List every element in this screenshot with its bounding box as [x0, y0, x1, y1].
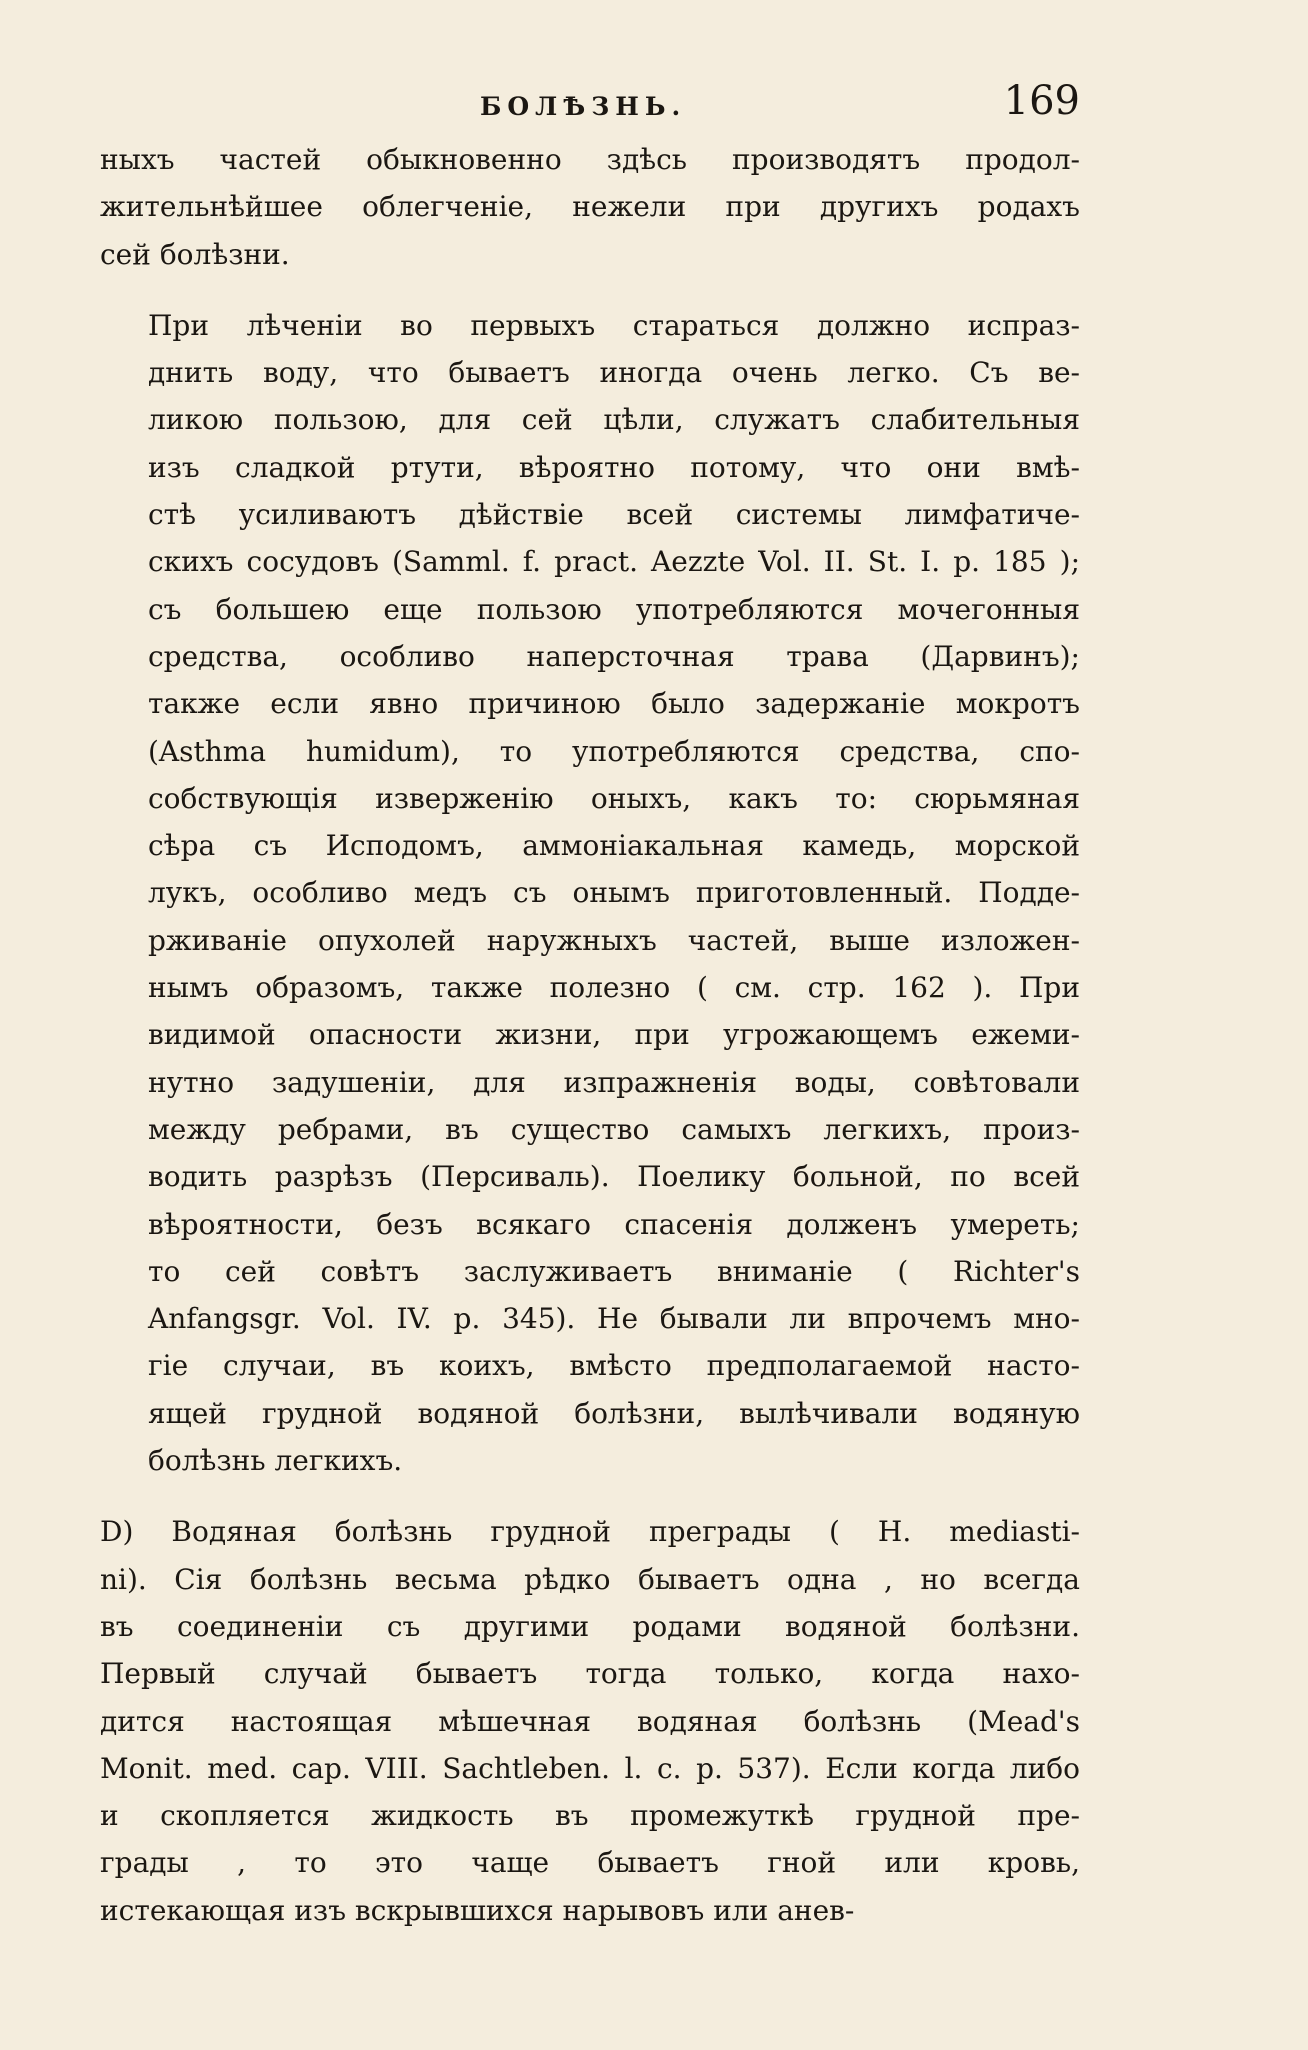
- text-line: водить разрѣзъ (Персиваль). Поелику больной, по всей: [148, 1160, 1080, 1194]
- text-line: сѣра съ Исподомъ, аммоніакальная камедь, морской: [148, 829, 1080, 863]
- paragraph: [100, 136, 1080, 278]
- text-line: также если явно причиною было задержаніе мокротъ: [148, 687, 1080, 721]
- text-line: Anfangsgr. Vol. IV. p. 345). Не бывали ли впрочемъ мно-: [148, 1302, 1080, 1336]
- running-title: БОЛѢЗНЬ.: [480, 92, 687, 121]
- text-line: днить воду, что бываетъ иногда очень легко. Съ ве-: [148, 356, 1080, 390]
- text-line: въ соединеніи съ другими родами водяной болѣзни.: [100, 1609, 1080, 1643]
- text-line: собствующія изверженію оныхъ, какъ то: сюрьмяная: [148, 781, 1080, 815]
- running-head: [100, 78, 1080, 138]
- text-line: вѣроятности, безъ всякаго спасенія долженъ умереть;: [148, 1207, 1080, 1241]
- text-line: Первый случай бываетъ тогда только, когда нахо-: [100, 1657, 1080, 1691]
- text-line: нутно задушеніи, для изпражненія воды, совѣтовали: [148, 1065, 1080, 1099]
- text-line: (Asthma humidum), то употребляются средства, спо-: [148, 734, 1080, 768]
- text-line: изъ сладкой ртути, вѣроятно потому, что они вмѣ-: [148, 450, 1080, 484]
- text-line: При лѣченіи во первыхъ стараться должно испраз-: [148, 308, 1080, 342]
- text-line: съ большею еще пользою употребляются мочегонныя: [148, 592, 1080, 626]
- text-line: лукъ, особливо медъ съ онымъ приготовленный. Подде-: [148, 876, 1080, 910]
- paragraph: [100, 302, 1080, 1484]
- text-line: ныхъ частей обыкновенно здѣсь производятъ продол-: [100, 143, 1080, 176]
- text-line: ящей грудной водяной болѣзни, вылѣчивали водяную: [148, 1396, 1080, 1430]
- text-line: сей болѣзни.: [100, 237, 290, 271]
- text-line: и скопляется жидкость въ промежуткѣ грудной пре-: [100, 1799, 1080, 1833]
- page-number: 169: [1003, 78, 1080, 124]
- text-line: грады , то это чаще бываетъ гной или кровь,: [100, 1846, 1080, 1880]
- text-line: скихъ сосудовъ (Samml. f. pract. Aezzte Vol. II. St. I. p. 185 );: [148, 545, 1080, 579]
- text-line: ликою пользою, для сей цѣли, служатъ слабительныя: [148, 403, 1080, 437]
- paragraph: [100, 1508, 1080, 1934]
- body-text: [100, 136, 1080, 1958]
- text-line: рживаніе опухолей наружныхъ частей, выше изложен-: [148, 923, 1080, 957]
- text-line: между ребрами, въ существо самыхъ легкихъ, произ-: [148, 1112, 1080, 1146]
- text-line: болѣзнь легкихъ.: [148, 1444, 403, 1478]
- text-line: нымъ образомъ, также полезно ( см. стр. 162 ). При: [148, 971, 1080, 1005]
- text-line: средства, особливо наперсточная трава (Дарвинъ);: [148, 639, 1080, 673]
- text-line: гіе случаи, въ коихъ, вмѣсто предполагаемой насто-: [148, 1349, 1080, 1383]
- text-line: Monit. med. cap. VIII. Sachtleben. l. c. p. 537). Если когда либо: [100, 1751, 1080, 1785]
- text-line: дится настоящая мѣшечная водяная болѣзнь (Mead's: [100, 1704, 1080, 1738]
- text-line: ni). Сія болѣзнь весьма рѣдко бываетъ одна , но всегда: [100, 1562, 1080, 1596]
- text-line: видимой опасности жизни, при угрожающемъ ежеми-: [148, 1018, 1080, 1052]
- text-line: истекающая изъ вскрывшихся нарывовъ или анев-: [100, 1893, 855, 1927]
- text-line: жительнѣйшее облегченіе, нежели при другихъ родахъ: [100, 190, 1080, 224]
- text-line: то сей совѣтъ заслуживаетъ вниманіе ( Richter's: [148, 1254, 1080, 1288]
- text-line: D) Водяная болѣзнь грудной преграды ( H. mediasti-: [100, 1515, 1080, 1549]
- text-line: стѣ усиливаютъ дѣйствіе всей системы лимфатиче-: [148, 498, 1080, 532]
